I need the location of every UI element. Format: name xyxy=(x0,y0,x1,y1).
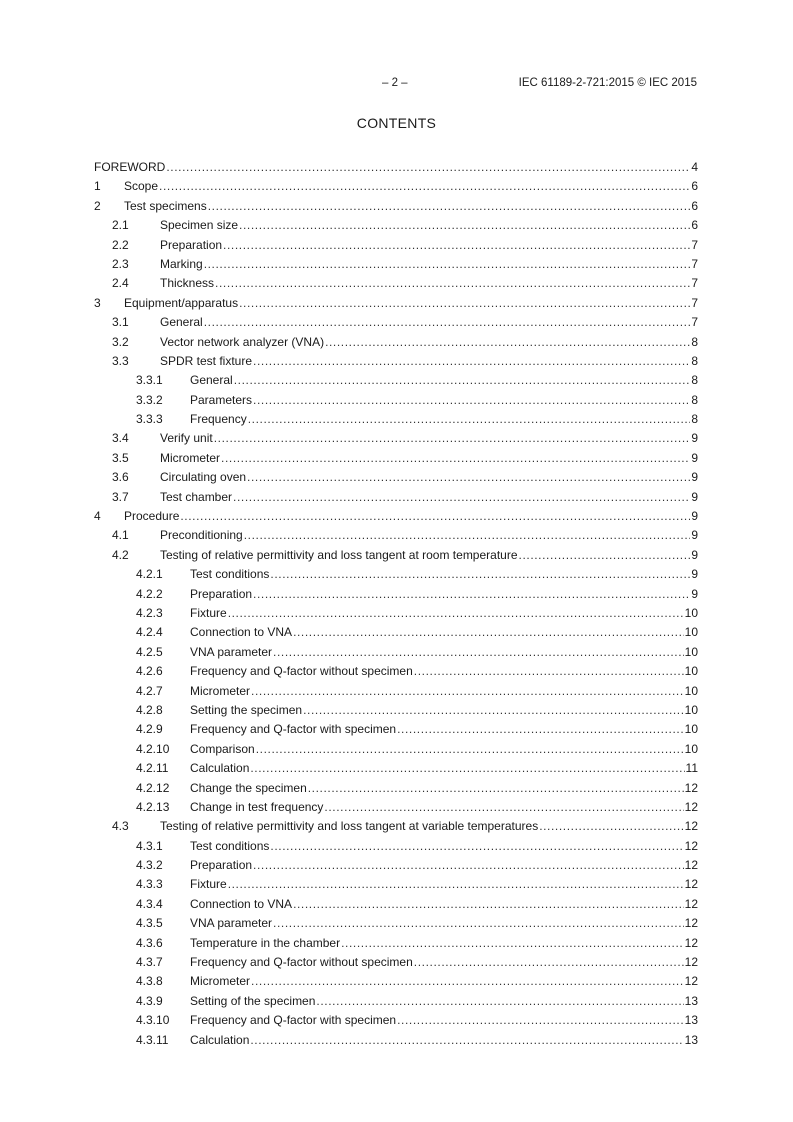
toc-entry-number: 4.2.5 xyxy=(136,644,163,659)
toc-entry[interactable] xyxy=(94,643,698,662)
toc-entry-number: 3.4 xyxy=(112,431,129,446)
toc-entry-title: Frequency and Q-factor with specimen xyxy=(190,722,397,737)
toc-dot-leader xyxy=(208,197,691,216)
toc-entry-page: 10 xyxy=(684,605,698,620)
toc-entry-number: 4.3.11 xyxy=(136,1032,169,1047)
toc-entry-page: 12 xyxy=(684,780,698,795)
toc-dot-leader xyxy=(247,468,690,487)
toc-dot-leader xyxy=(221,449,690,468)
toc-entry-number: 4.2.1 xyxy=(136,567,163,582)
toc-entry-page: 9 xyxy=(691,547,698,562)
toc-entry-number: 4.3.5 xyxy=(136,916,163,931)
toc-entry-page: 9 xyxy=(691,586,698,601)
toc-entry-number: 3.2 xyxy=(112,334,129,349)
toc-entry-page: 6 xyxy=(691,179,698,194)
toc-entry-page: 9 xyxy=(691,450,698,465)
toc-dot-leader xyxy=(251,682,684,701)
toc-entry-number: 3.7 xyxy=(112,489,129,504)
toc-entry-number: 3.3.1 xyxy=(136,373,163,388)
toc-dot-leader xyxy=(228,604,684,623)
toc-entry[interactable] xyxy=(94,526,698,545)
toc-entry-number: 4.3.6 xyxy=(136,935,163,950)
toc-entry-page: 8 xyxy=(691,412,698,427)
toc-entry-page: 9 xyxy=(691,509,698,524)
toc-entry-title: Vector network analyzer (VNA) xyxy=(160,334,325,349)
toc-dot-leader xyxy=(250,1031,683,1050)
toc-dot-leader xyxy=(414,953,684,972)
toc-entry-page: 12 xyxy=(684,838,698,853)
toc-entry-title: Calculation xyxy=(190,1032,250,1047)
toc-entry-title: Scope xyxy=(124,179,159,194)
toc-entry-page: 9 xyxy=(691,567,698,582)
toc-entry-number: 4.2.11 xyxy=(136,761,169,776)
toc-entry-title: VNA parameter xyxy=(190,916,273,931)
toc-entry[interactable] xyxy=(94,585,698,604)
toc-entry-title: SPDR test fixture xyxy=(160,353,253,368)
toc-entry-number: 2 xyxy=(94,198,101,213)
toc-entry[interactable] xyxy=(94,333,698,352)
toc-entry-title: Micrometer xyxy=(190,974,251,989)
toc-dot-leader xyxy=(519,546,691,565)
toc-entry[interactable] xyxy=(94,546,698,565)
toc-dot-leader xyxy=(270,837,683,856)
toc-entry-page: 4 xyxy=(691,160,698,174)
toc-dot-leader xyxy=(166,158,690,177)
toc-entry-title: Setting of the specimen xyxy=(190,993,316,1008)
toc-dot-leader xyxy=(223,236,690,255)
toc-entry-page: 12 xyxy=(684,896,698,911)
toc-dot-leader xyxy=(228,875,684,894)
toc-entry-page: 12 xyxy=(684,916,698,931)
toc-entry-title: Frequency and Q-factor without specimen xyxy=(190,664,413,679)
toc-entry-title: General xyxy=(160,315,203,330)
toc-entry-number: 4.3.3 xyxy=(136,877,163,892)
toc-entry-number: 4.2.8 xyxy=(136,702,163,717)
toc-entry-page: 7 xyxy=(691,276,698,291)
toc-entry-title: Verify unit xyxy=(160,431,213,446)
toc-entry[interactable] xyxy=(94,759,698,778)
toc-entry-number: 3.1 xyxy=(112,315,129,330)
toc-dot-leader xyxy=(204,313,691,332)
toc-entry[interactable] xyxy=(94,468,698,487)
toc-dot-leader xyxy=(239,216,690,235)
table-of-contents xyxy=(94,158,698,1050)
toc-dot-leader xyxy=(539,817,683,836)
toc-entry-page: 10 xyxy=(684,722,698,737)
toc-entry[interactable] xyxy=(94,662,698,681)
toc-entry[interactable] xyxy=(94,701,698,720)
toc-entry-title: Frequency xyxy=(190,412,247,427)
toc-entry[interactable] xyxy=(94,410,698,429)
toc-entry-title: Test specimens xyxy=(124,198,207,213)
toc-entry[interactable] xyxy=(94,682,698,701)
toc-entry-number: 4.3 xyxy=(112,819,129,834)
toc-entry-title: Comparison xyxy=(190,741,255,756)
toc-dot-leader xyxy=(253,352,690,371)
toc-dot-leader xyxy=(324,798,683,817)
toc-entry[interactable] xyxy=(94,158,698,177)
toc-entry-page: 12 xyxy=(684,974,698,989)
toc-entry-page: 10 xyxy=(684,644,698,659)
toc-entry-page: 12 xyxy=(684,819,698,834)
toc-dot-leader xyxy=(273,643,684,662)
toc-entry[interactable] xyxy=(94,895,698,914)
toc-entry-page: 10 xyxy=(684,683,698,698)
toc-entry-title: Micrometer xyxy=(190,683,251,698)
toc-dot-leader xyxy=(214,429,691,448)
toc-dot-leader xyxy=(293,895,684,914)
toc-entry[interactable] xyxy=(94,197,698,216)
toc-dot-leader xyxy=(204,255,691,274)
toc-entry-title: Connection to VNA xyxy=(190,896,293,911)
toc-entry-number: 4.2.7 xyxy=(136,683,163,698)
toc-dot-leader xyxy=(414,662,684,681)
toc-entry[interactable] xyxy=(94,449,698,468)
toc-entry-page: 8 xyxy=(691,373,698,388)
toc-entry-title: Connection to VNA xyxy=(190,625,293,640)
toc-entry[interactable] xyxy=(94,1031,698,1050)
toc-entry-title: Equipment/apparatus xyxy=(124,295,239,310)
toc-entry[interactable] xyxy=(94,914,698,933)
toc-dot-leader xyxy=(256,740,684,759)
toc-entry[interactable] xyxy=(94,972,698,991)
toc-entry-number: 4.3.9 xyxy=(136,993,163,1008)
toc-dot-leader xyxy=(341,934,684,953)
toc-entry-title: Calculation xyxy=(190,761,250,776)
toc-entry-page: 7 xyxy=(691,237,698,252)
toc-entry-title: Preparation xyxy=(190,586,253,601)
toc-entry-number: 2.3 xyxy=(112,256,129,271)
toc-entry[interactable] xyxy=(94,507,698,526)
toc-entry-title: Preparation xyxy=(190,858,253,873)
toc-entry-number: 4.3.4 xyxy=(136,896,163,911)
toc-entry[interactable] xyxy=(94,255,698,274)
toc-entry-number: 4.2 xyxy=(112,547,129,562)
toc-entry[interactable] xyxy=(94,875,698,894)
toc-entry[interactable] xyxy=(94,992,698,1011)
toc-entry-title: Setting the specimen xyxy=(190,702,303,717)
toc-dot-leader xyxy=(397,1011,684,1030)
toc-entry-number: 4.2.4 xyxy=(136,625,163,640)
document-identifier: IEC 61189-2-721:2015 © IEC 2015 xyxy=(518,77,697,89)
toc-entry-page: 7 xyxy=(691,256,698,271)
toc-entry-number: 4 xyxy=(94,509,101,524)
toc-entry[interactable] xyxy=(94,236,698,255)
toc-dot-leader xyxy=(234,371,691,390)
toc-entry[interactable] xyxy=(94,274,698,293)
toc-entry-title: Test conditions xyxy=(190,567,270,582)
toc-entry-page: 12 xyxy=(684,799,698,814)
toc-entry-title: Marking xyxy=(160,256,203,271)
toc-dot-leader xyxy=(293,623,684,642)
toc-entry-title: Fixture xyxy=(190,605,227,620)
toc-entry-number: 4.3.8 xyxy=(136,974,163,989)
toc-entry[interactable] xyxy=(94,429,698,448)
toc-entry[interactable] xyxy=(94,294,698,313)
toc-entry-page: 13 xyxy=(684,1032,698,1047)
toc-entry-title: VNA parameter xyxy=(190,644,273,659)
toc-dot-leader xyxy=(308,779,684,798)
toc-entry-number: 4.2.2 xyxy=(136,586,163,601)
toc-entry[interactable] xyxy=(94,740,698,759)
toc-entry-title: Change the specimen xyxy=(190,780,307,795)
toc-entry[interactable] xyxy=(94,720,698,739)
toc-entry-title: Change in test frequency xyxy=(190,799,324,814)
toc-entry-number: 3.3.2 xyxy=(136,392,163,407)
toc-dot-leader xyxy=(397,720,684,739)
toc-entry[interactable] xyxy=(94,953,698,972)
toc-dot-leader xyxy=(215,274,690,293)
toc-entry-page: 8 xyxy=(691,392,698,407)
toc-dot-leader xyxy=(270,565,690,584)
toc-entry-number: 4.3.1 xyxy=(136,838,163,853)
toc-entry[interactable] xyxy=(94,779,698,798)
toc-entry-page: 7 xyxy=(691,315,698,330)
toc-entry-title: Test conditions xyxy=(190,838,270,853)
page-number: – 2 – xyxy=(382,77,408,89)
toc-entry[interactable] xyxy=(94,177,698,196)
toc-entry-number: 4.1 xyxy=(112,528,129,543)
toc-entry-number: 4.3.7 xyxy=(136,955,163,970)
toc-entry-number: 4.2.3 xyxy=(136,605,163,620)
toc-entry-page: 6 xyxy=(691,218,698,233)
toc-entry-page: 9 xyxy=(691,489,698,504)
toc-entry[interactable] xyxy=(94,371,698,390)
toc-entry-number: 4.3.10 xyxy=(136,1013,170,1028)
toc-entry-title: Testing of relative permittivity and loss tangent at room temperature xyxy=(160,547,518,562)
toc-entry-page: 9 xyxy=(691,470,698,485)
toc-entry-number: 2.2 xyxy=(112,237,129,252)
toc-dot-leader xyxy=(253,391,690,410)
toc-dot-leader xyxy=(244,526,691,545)
toc-entry-number: 4.3.2 xyxy=(136,858,163,873)
toc-dot-leader xyxy=(251,972,684,991)
toc-entry-page: 9 xyxy=(691,528,698,543)
toc-entry-number: 3 xyxy=(94,295,101,310)
toc-entry[interactable] xyxy=(94,565,698,584)
toc-entry[interactable] xyxy=(94,798,698,817)
toc-entry-page: 12 xyxy=(684,935,698,950)
toc-entry-number: 3.3.3 xyxy=(136,412,163,427)
toc-entry-title: Specimen size xyxy=(160,218,239,233)
toc-entry[interactable] xyxy=(94,934,698,953)
toc-entry-title: FOREWORD xyxy=(94,160,166,174)
toc-dot-leader xyxy=(159,177,690,196)
toc-entry-number: 2.1 xyxy=(112,218,129,233)
toc-entry-title: Thickness xyxy=(160,276,215,291)
toc-dot-leader xyxy=(233,488,690,507)
page-title: CONTENTS xyxy=(356,115,437,131)
toc-entry-page: 13 xyxy=(684,1013,698,1028)
toc-entry-title: Test chamber xyxy=(160,489,233,504)
toc-entry-number: 4.2.10 xyxy=(136,741,170,756)
toc-entry[interactable] xyxy=(94,216,698,235)
toc-entry-page: 12 xyxy=(684,955,698,970)
toc-entry-title: Preconditioning xyxy=(160,528,243,543)
toc-entry-title: Testing of relative permittivity and loss tangent at variable temperatures xyxy=(160,819,539,834)
toc-dot-leader xyxy=(303,701,684,720)
toc-entry-number: 3.3 xyxy=(112,353,129,368)
toc-dot-leader xyxy=(325,333,690,352)
toc-entry-page: 9 xyxy=(691,431,698,446)
toc-entry-number: 2.4 xyxy=(112,276,129,291)
toc-entry-page: 10 xyxy=(684,625,698,640)
toc-entry-title: Fixture xyxy=(190,877,227,892)
toc-entry-title: Frequency and Q-factor with specimen xyxy=(190,1013,397,1028)
toc-entry[interactable] xyxy=(94,352,698,371)
toc-entry-title: Parameters xyxy=(190,392,253,407)
toc-entry-page: 7 xyxy=(691,295,698,310)
toc-entry-page: 10 xyxy=(684,664,698,679)
toc-dot-leader xyxy=(253,856,684,875)
toc-entry-page: 8 xyxy=(691,353,698,368)
toc-entry-page: 8 xyxy=(691,334,698,349)
toc-entry-page: 12 xyxy=(684,858,698,873)
toc-entry[interactable] xyxy=(94,391,698,410)
toc-entry[interactable] xyxy=(94,488,698,507)
toc-dot-leader xyxy=(273,914,684,933)
toc-entry-title: Temperature in the chamber xyxy=(190,935,341,950)
toc-entry-number: 4.2.6 xyxy=(136,664,163,679)
toc-entry-number: 4.2.13 xyxy=(136,799,170,814)
toc-entry-number: 4.2.9 xyxy=(136,722,163,737)
toc-dot-leader xyxy=(316,992,683,1011)
toc-entry-page: 11 xyxy=(685,761,698,776)
toc-entry[interactable] xyxy=(94,837,698,856)
toc-dot-leader xyxy=(248,410,691,429)
toc-entry[interactable] xyxy=(94,817,698,836)
toc-entry-title: Preparation xyxy=(160,237,223,252)
toc-dot-leader xyxy=(239,294,690,313)
toc-dot-leader xyxy=(253,585,690,604)
toc-entry[interactable] xyxy=(94,856,698,875)
toc-dot-leader xyxy=(180,507,690,526)
toc-entry-title: Procedure xyxy=(124,509,180,524)
toc-entry-number: 3.6 xyxy=(112,470,129,485)
toc-entry-page: 10 xyxy=(684,702,698,717)
toc-entry-number: 4.2.12 xyxy=(136,780,170,795)
toc-entry-page: 12 xyxy=(684,877,698,892)
toc-entry-page: 6 xyxy=(691,198,698,213)
page-header xyxy=(0,77,793,93)
toc-entry-page: 13 xyxy=(684,993,698,1008)
toc-entry-title: Circulating oven xyxy=(160,470,247,485)
toc-entry[interactable] xyxy=(94,623,698,642)
toc-entry-number: 3.5 xyxy=(112,450,129,465)
toc-entry-title: General xyxy=(190,373,233,388)
toc-dot-leader xyxy=(250,759,684,778)
toc-entry-number: 1 xyxy=(94,179,101,194)
toc-entry-title: Frequency and Q-factor without specimen xyxy=(190,955,413,970)
toc-entry-page: 10 xyxy=(684,741,698,756)
toc-entry[interactable] xyxy=(94,313,698,332)
toc-entry[interactable] xyxy=(94,1011,698,1030)
toc-entry[interactable] xyxy=(94,604,698,623)
toc-entry-title: Micrometer xyxy=(160,450,221,465)
